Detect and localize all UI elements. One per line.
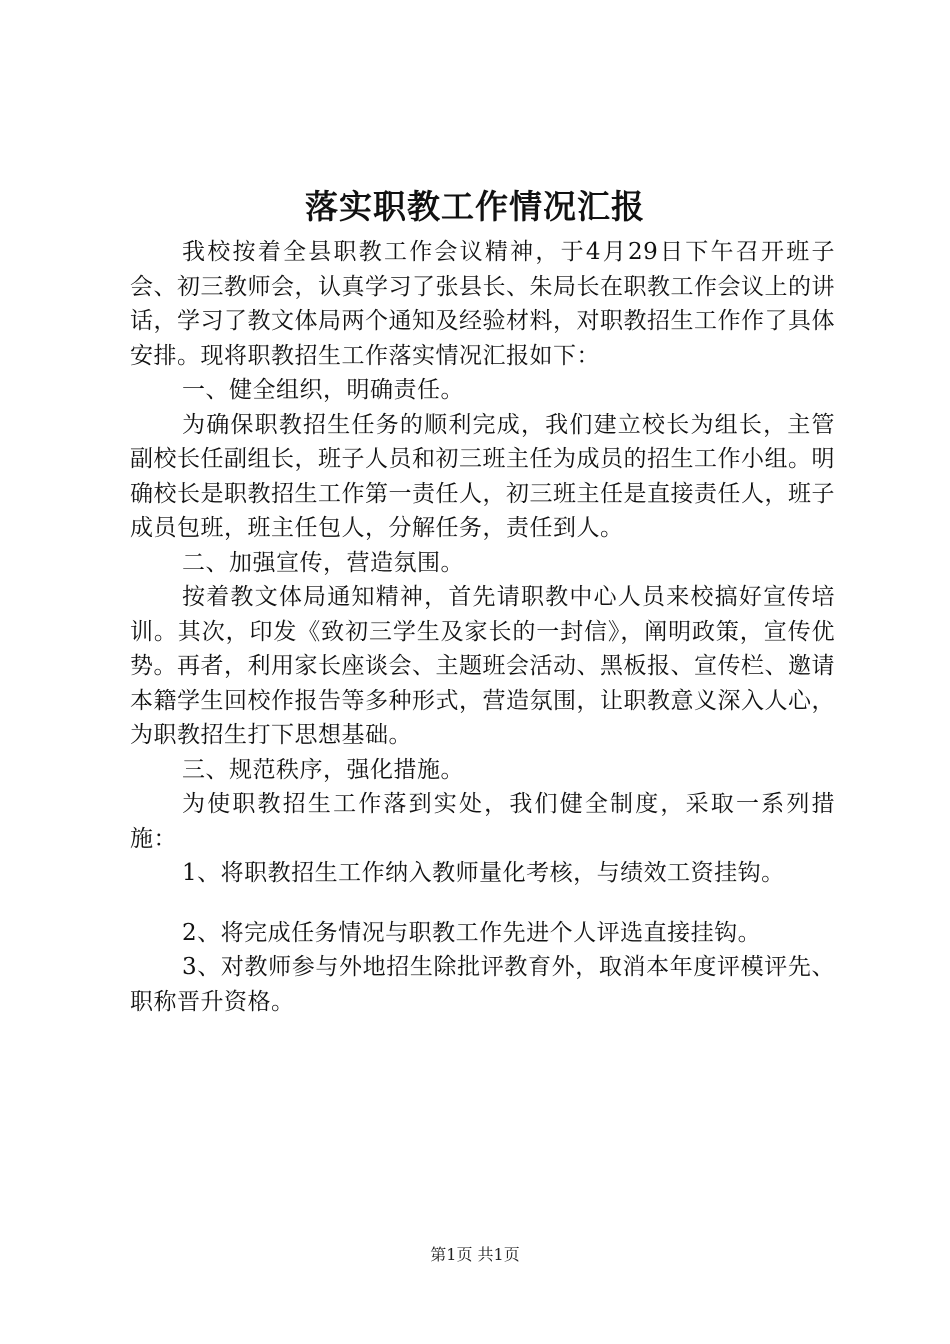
section-paragraph-3: 为使职教招生工作落到实处，我们健全制度，采取一系列措施： (130, 791, 835, 852)
measure-item-3: 3、对教师参与外地招生除批评教育外，取消本年度评模评先、职称晋升资格。 (130, 954, 835, 1015)
section-paragraph-1: 为确保职教招生任务的顺利完成，我们建立校长为组长，主管副校长任副组长，班子人员和初三班主任为成员的招生工作小组。明确校长是职教招生工作第一责任人，初三班主任是直接责任人，班子成员包班，班主任包人，分解任务，责任到人。 (130, 411, 835, 541)
document-body (130, 235, 835, 1019)
intro-paragraph: 我校按着全县职教工作会议精神，于4月29日下午召开班子会、初三教师会，认真学习了张县长、朱局长在职教工作会议上的讲话，学习了教文体局两个通知及经验材料，对职教招生工作作了具体安排。现将职教招生工作落实情况汇报如下： (130, 239, 835, 369)
section-heading-1: 一、健全组织，明确责任。 (182, 377, 464, 403)
measure-item-2: 2、将完成任务情况与职教工作先进个人评选直接挂钩。 (182, 919, 762, 946)
section-heading-3: 三、规范秩序，强化措施。 (182, 756, 464, 783)
section-heading-2: 二、加强宣传，营造氛围。 (182, 549, 464, 576)
page-footer: 第1页 共1页 (430, 1245, 520, 1264)
measure-item-1: 1、将职教招生工作纳入教师量化考核，与绩效工资挂钩。 (182, 860, 785, 886)
section-paragraph-2: 按着教文体局通知精神，首先请职教中心人员来校搞好宣传培训。其次，印发《致初三学生及家长的一封信》，阐明政策，宣传优势。再者，利用家长座谈会、主题班会活动、黑板报、宣传栏、邀请本籍学生回校作报告等多种形式，营造氛围，让职教意义深入人心，为职教招生打下思想基础。 (130, 584, 835, 748)
document-title: 落实职教工作情况汇报 (305, 187, 645, 226)
